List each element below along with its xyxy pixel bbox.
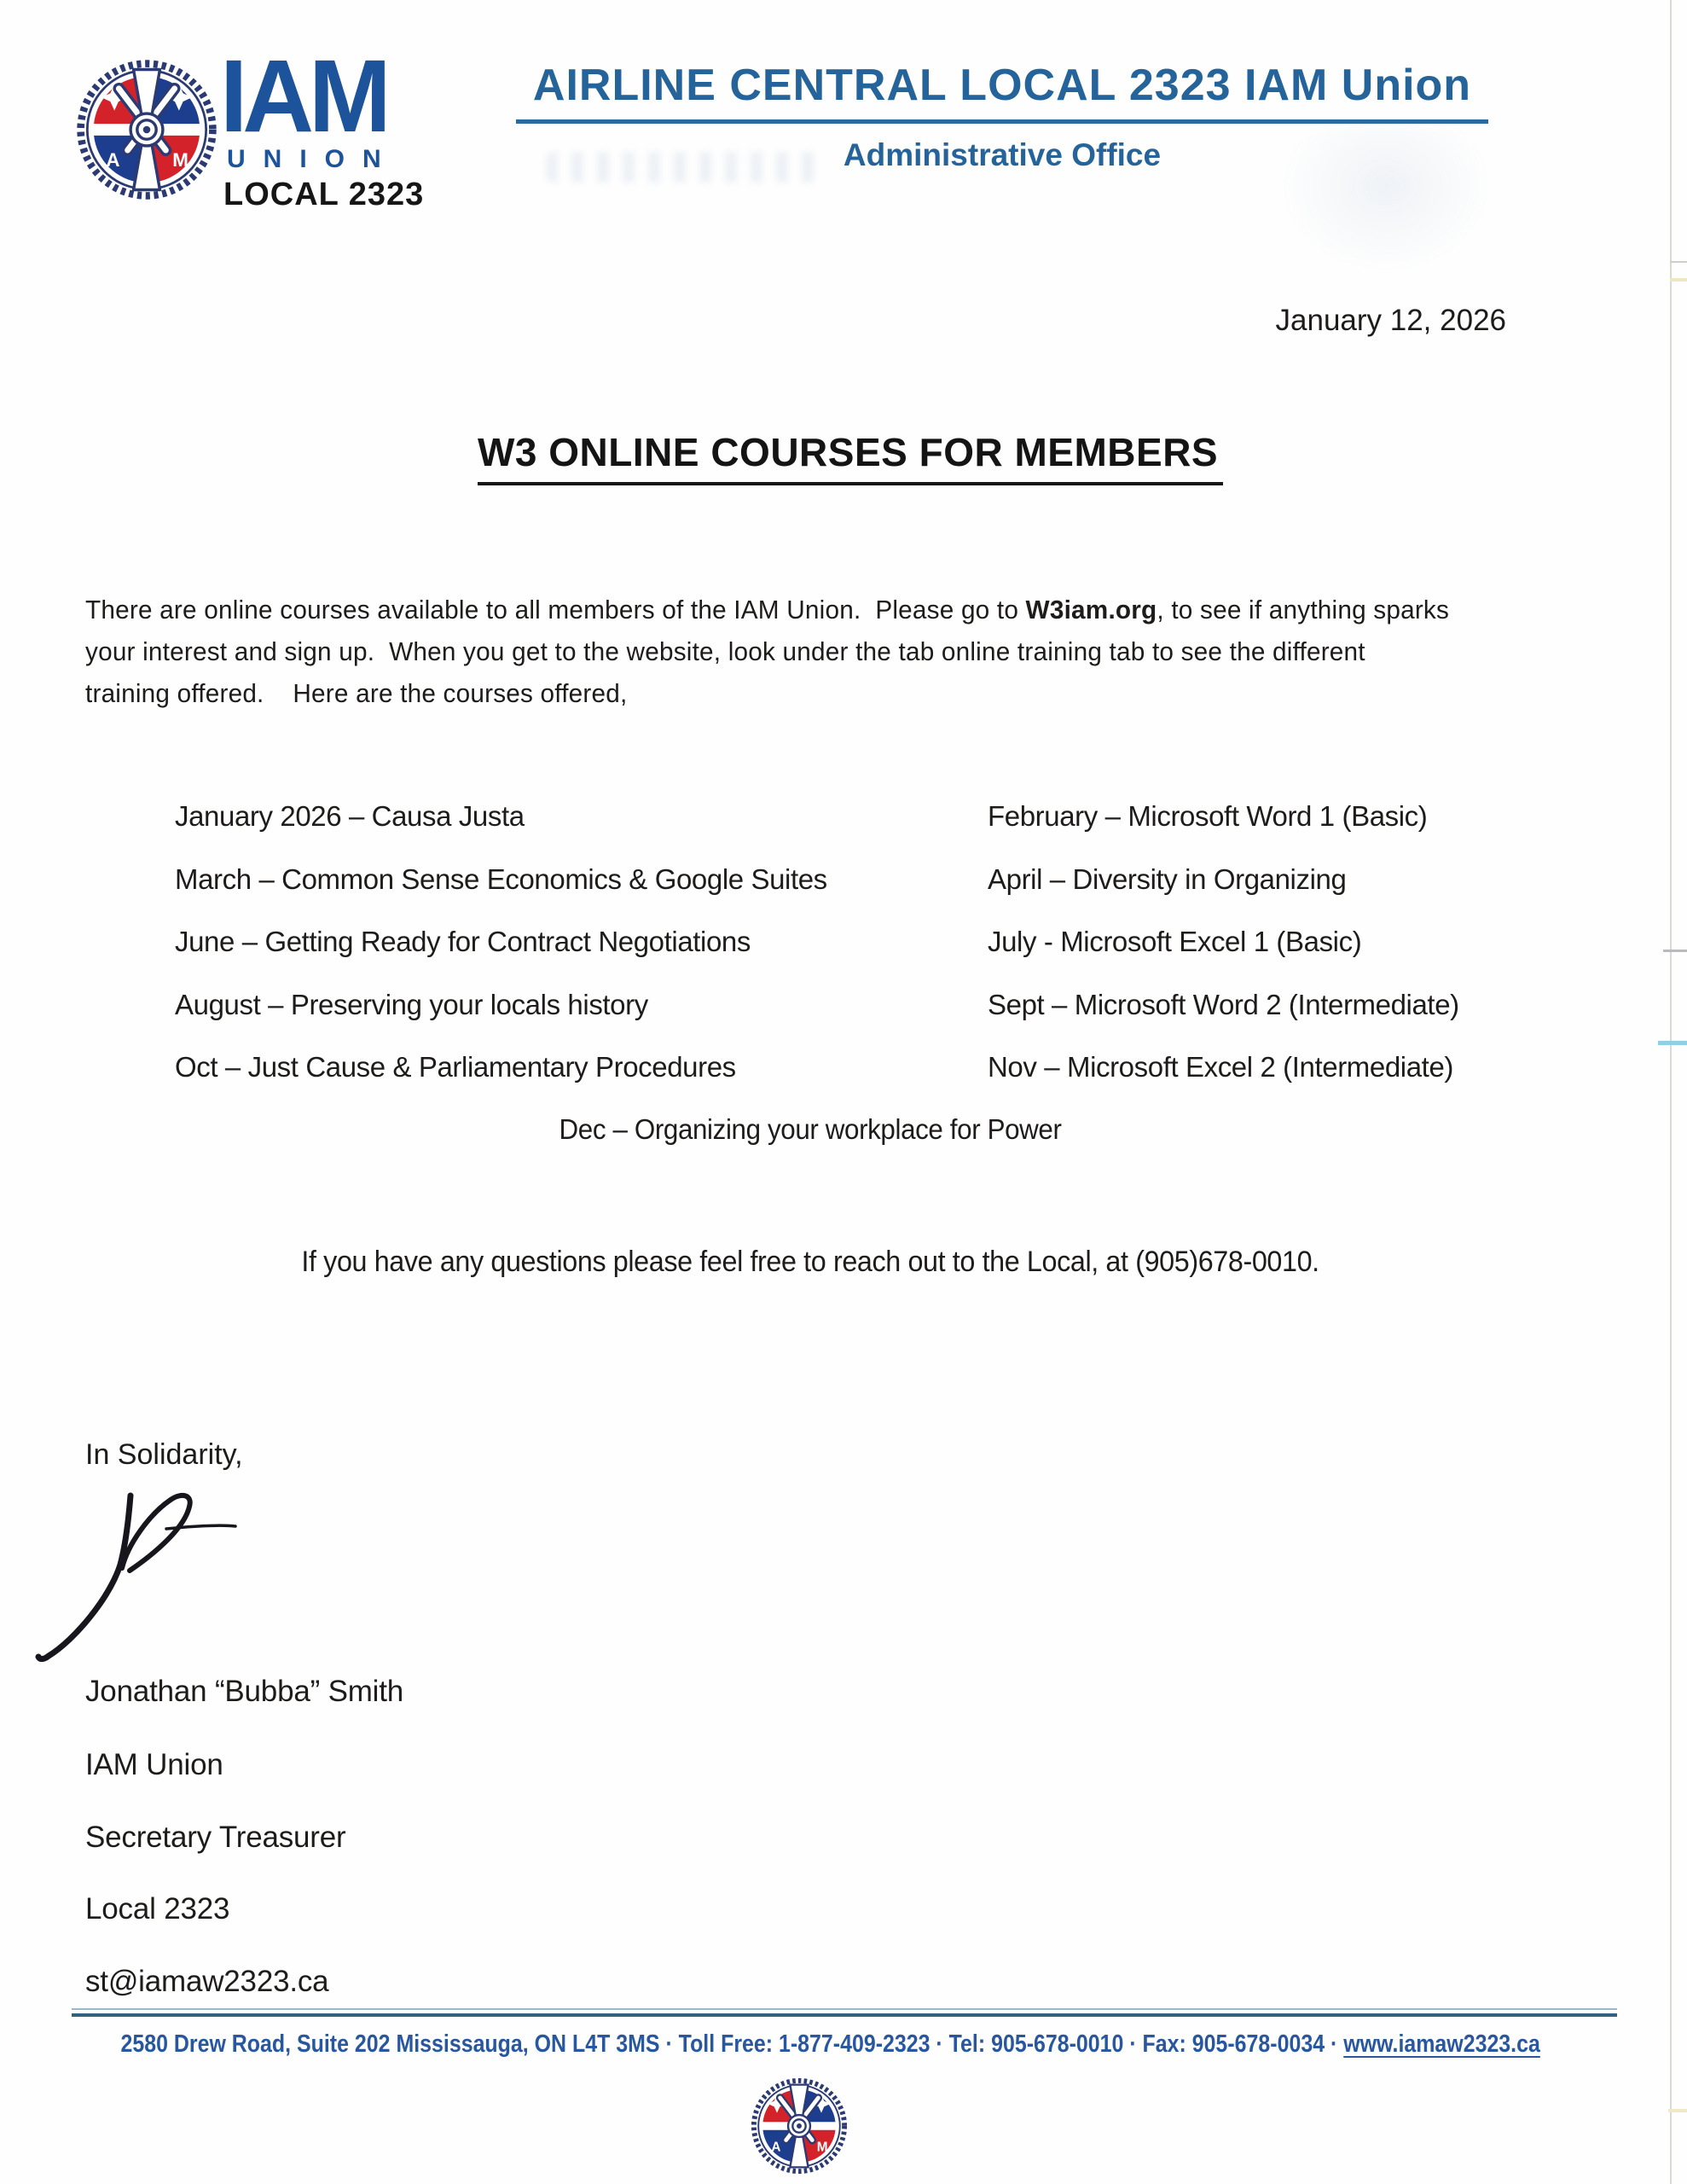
course-row: [0, 800, 1687, 838]
signer-email: st@iamaw2323.ca: [85, 1965, 329, 1998]
logo-text-block: [220, 38, 442, 212]
course-item: Oct – Just Cause & Parliamentary Procedures: [175, 1051, 736, 1083]
signer-role: Secretary Treasurer: [85, 1821, 346, 1854]
logo-iam-wordmark: IAM: [220, 38, 386, 154]
logo-local-wordmark: LOCAL 2323: [223, 177, 425, 212]
footer-website: www.iamaw2323.ca: [1343, 2030, 1541, 2058]
course-item: Nov – Microsoft Excel 2 (Intermediate): [988, 1051, 1453, 1083]
course-item: July - Microsoft Excel 1 (Basic): [988, 926, 1362, 957]
intro-line-3: training offered. Here are the courses offered,: [85, 678, 628, 708]
course-row: [0, 863, 1687, 901]
footer-address: 2580 Drew Road, Suite 202 Mississauga, ON L4T 3MS · Toll Free: 1-877-409-2323 · Tel: 905-678-0010 · Fax: 905-678-0034 ·: [120, 2030, 1344, 2058]
footer-contact-line: [0, 2030, 1687, 2059]
scan-mark: [1668, 2109, 1687, 2112]
scan-mark: [1670, 261, 1687, 263]
letter-date: January 12, 2026: [1275, 304, 1506, 337]
course-item: March – Common Sense Economics & Google Suites: [175, 863, 827, 895]
signer-org: IAM Union: [85, 1748, 223, 1781]
course-item: Sept – Microsoft Word 2 (Intermediate): [988, 989, 1459, 1020]
scan-mark: [1663, 950, 1687, 952]
course-row: [0, 926, 1687, 963]
document-title: W3 ONLINE COURSES FOR MEMBERS: [478, 429, 1223, 485]
scan-mark: [1658, 1041, 1687, 1045]
iam-gear-logo-icon: [73, 55, 220, 205]
handwritten-signature: [26, 1476, 333, 1698]
footer-rule: [72, 2013, 1617, 2017]
scan-smudge: [1279, 128, 1493, 273]
course-item: January 2026 – Causa Justa: [175, 800, 525, 832]
letterhead-subtitle: Administrative Office: [843, 137, 1162, 172]
intro-line-1: [85, 589, 1609, 630]
course-item: April – Diversity in Organizing: [988, 863, 1347, 895]
course-item: February – Microsoft Word 1 (Basic): [988, 800, 1428, 832]
website-mention: W3iam.org: [1025, 595, 1157, 624]
logo-union-wordmark: UNION: [227, 145, 399, 173]
course-row-centered: [0, 1113, 1687, 1146]
scan-smudge: [546, 152, 827, 183]
intro-text: , to see if anything sparks: [1157, 595, 1450, 624]
course-row: [0, 1051, 1687, 1089]
intro-line-2: your interest and sign up. When you get to the website, look under the tab online training tab to see the different: [85, 636, 1365, 666]
letterhead-title: AIRLINE CENTRAL LOCAL 2323 IAM Union: [516, 60, 1488, 124]
iam-gear-footer-icon: [749, 2075, 849, 2177]
closing-salutation: In Solidarity,: [85, 1438, 243, 1471]
intro-paragraph: [85, 589, 1672, 714]
scan-mark: [1670, 278, 1687, 282]
signer-local: Local 2323: [85, 1892, 230, 1926]
questions-line: If you have any questions please feel free to reach out to the Local, at (905)678-0010.: [301, 1246, 1319, 1278]
footer-rule: [72, 2008, 1617, 2010]
signer-name: Jonathan “Bubba” Smith: [85, 1675, 404, 1708]
course-item: August – Preserving your locals history: [175, 989, 648, 1020]
course-row: [0, 989, 1687, 1026]
course-item: June – Getting Ready for Contract Negotiations: [175, 926, 751, 957]
course-item: Dec – Organizing your workplace for Power: [559, 1113, 1062, 1145]
intro-text: There are online courses available to all members of the IAM Union. Please go to: [85, 595, 1026, 624]
scan-edge-line: [1670, 0, 1672, 2184]
